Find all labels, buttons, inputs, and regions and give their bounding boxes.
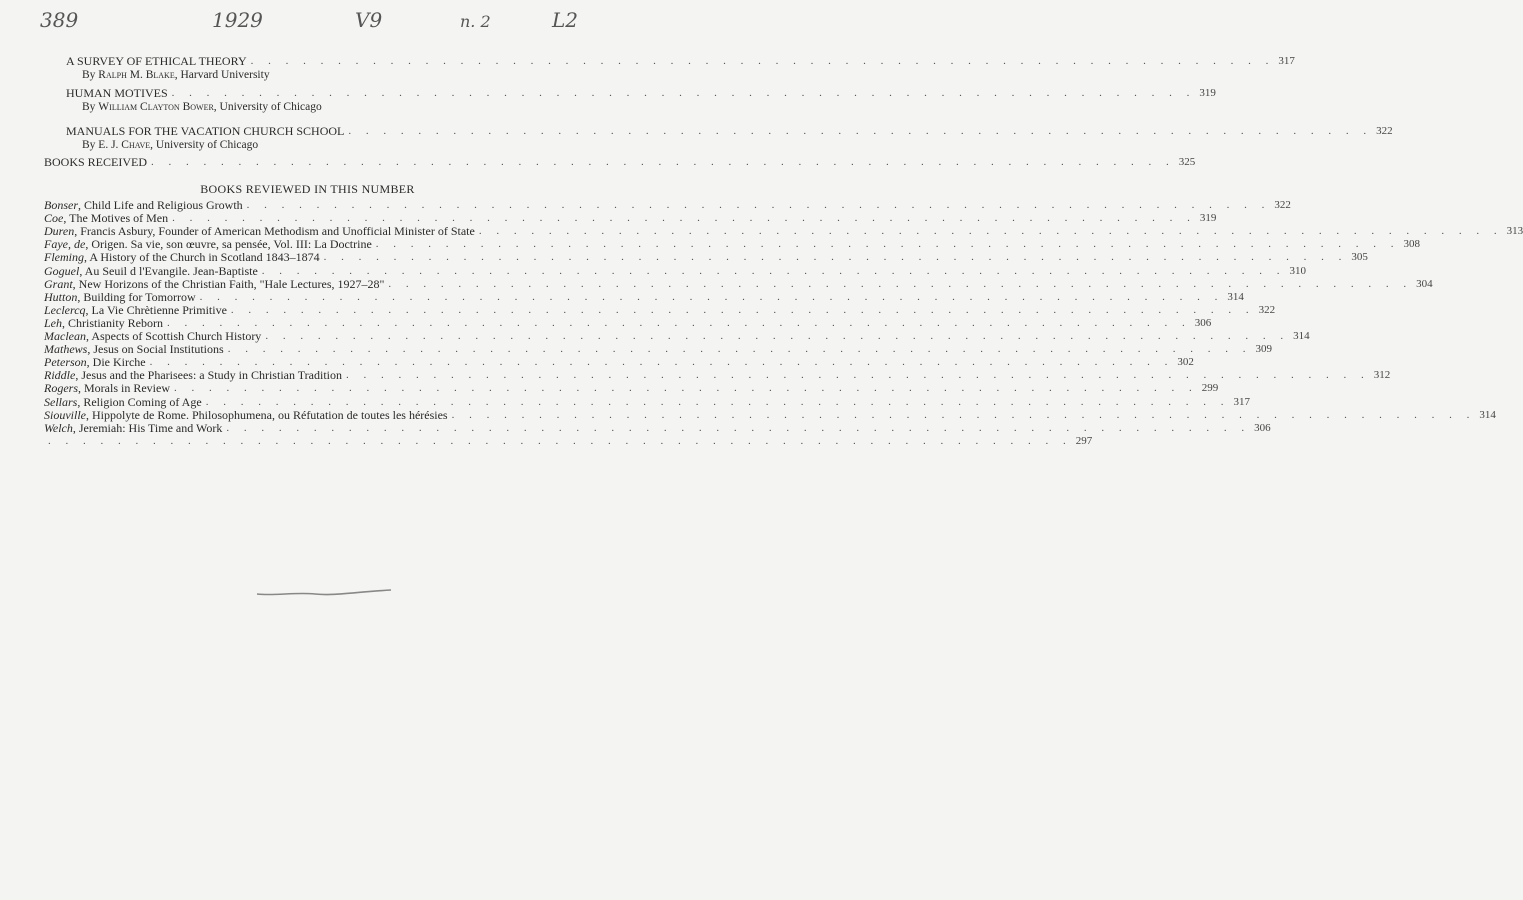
entry-line — [44, 342, 1272, 357]
handwritten-year: 1929 — [212, 8, 263, 32]
entry-line — [44, 289, 1244, 304]
entry-line — [44, 263, 1307, 278]
page-number: 322 — [1376, 125, 1393, 137]
reviewed-entry-text — [44, 421, 222, 435]
reviewed-author: Faye, de — [44, 237, 86, 252]
reviewed-entry-text — [44, 264, 258, 278]
reviewed-entry-text — [44, 355, 146, 369]
dot-leader: . . . . . . . . . . . . . . . . . . . . . . . . . . . . . . . . . . . . . . . . . . . . . . . . . . . . . . . . . . . — [265, 330, 1290, 342]
reviewed-author: Grant — [44, 276, 73, 291]
article-title: MANUALS FOR THE VACATION CHURCH SCHOOL — [66, 124, 345, 138]
reviewed-author: Hutton — [44, 289, 78, 304]
author-affiliation: , University of Chicago — [150, 139, 259, 151]
dot-leader: . . . . . . . . . . . . . . . . . . . . . . . . . . . . . . . . . . . . . . . . . . . . . . . . . . . . . . . . . . . — [174, 382, 1198, 395]
by-prefix: By — [82, 69, 96, 81]
reviewed-title: , Francis Asbury, Founder of American Methodism and Unofficial Minister of State — [74, 224, 475, 239]
reviewed-author: Peterson — [44, 355, 87, 370]
page-number: 299 — [1201, 382, 1219, 395]
reviewed-author: Sellars — [44, 394, 78, 409]
reviewed-author: Maclean — [44, 329, 86, 343]
page-number: 305 — [1351, 251, 1368, 264]
page-number: 304 — [1416, 277, 1433, 290]
handwritten-volume-number: 389 — [40, 8, 79, 32]
pencil-squiggle — [255, 586, 395, 600]
article-title: A SURVEY OF ETHICAL THEORY — [66, 54, 247, 68]
entry-line — [44, 250, 1368, 265]
reviewed-title: , Jesus and the Pharisees: a Study in Christian Tradition — [75, 368, 342, 383]
author-name: Ralph M. Blake — [98, 69, 175, 81]
dot-leader: . . . . . . . . . . . . . . . . . . . . . . . . . . . . . . . . . . . . . . . . . . . . . . . . . . . . . . . . . . . — [149, 356, 1174, 369]
dot-leader: . . . . . . . . . . . . . . . . . . . . . . . . . . . . . . . . . . . . . . . . . . . . . . . . . . . . . . . . . . . — [348, 125, 1373, 137]
page-number: 314 — [1227, 290, 1244, 303]
entry-line — [44, 434, 1093, 448]
reviewed-entry-text — [44, 198, 243, 212]
page-number: 306 — [1254, 421, 1271, 434]
reviewed-title: , Jesus on Social Institutions — [87, 342, 224, 357]
entry-line — [44, 394, 1250, 409]
by-prefix: By — [82, 101, 96, 113]
reviewed-title: , Au Seuil d l'Evangile. Jean-Baptiste — [79, 263, 258, 278]
reviewed-entry-text — [44, 408, 448, 422]
dot-leader: . . . . . . . . . . . . . . . . . . . . . . . . . . . . . . . . . . . . . . . . . . . . . . . . . . . . . . . . . . . — [375, 238, 1400, 251]
dot-leader: . . . . . . . . . . . . . . . . . . . . . . . . . . . . . . . . . . . . . . . . . . . . . . . . . . . . . . . . . . . — [151, 156, 1175, 168]
entry-line — [44, 368, 1391, 383]
page-number: 313 — [1506, 225, 1523, 238]
page-number: 319 — [1199, 212, 1217, 225]
page-number: 306 — [1194, 316, 1212, 329]
reviewed-title: , Religion Coming of Age — [77, 394, 202, 409]
page-number: 322 — [1274, 199, 1291, 211]
article-title: HUMAN MOTIVES — [66, 86, 168, 100]
reviewed-author: Fleming — [44, 250, 84, 265]
reviewed-entry-text — [44, 250, 320, 264]
entry-line — [44, 407, 1496, 422]
books-received-label: BOOKS RECEIVED — [44, 155, 148, 169]
entry-line — [44, 315, 1212, 330]
reviewed-author: Mathews — [44, 342, 88, 357]
reviewed-title: , Die Kirche — [86, 355, 146, 370]
page-number: 297 — [1075, 434, 1093, 447]
reviewed-entry-text — [44, 277, 384, 291]
reviewed-title: , Christianity Reborn — [62, 315, 163, 330]
reviewed-author: Leh — [44, 315, 62, 330]
dot-leader: . . . . . . . . . . . . . . . . . . . . . . . . . . . . . . . . . . . . . . . . . . . . . . . . . . . . . . . . . . . — [388, 277, 1413, 290]
entry-line — [44, 237, 1421, 252]
dot-leader: . . . . . . . . . . . . . . . . . . . . . . . . . . . . . . . . . . . . . . . . . . . . . . . . . . . . . . . . . . . — [246, 199, 1271, 211]
entry-line — [44, 198, 1291, 212]
dot-leader: . . . . . . . . . . . . . . . . . . . . . . . . . . . . . . . . . . . . . . . . . . . . . . . . . . . . . . . . . . . — [171, 87, 1196, 99]
entry-line — [66, 86, 1216, 100]
reviewed-author: Welch — [44, 420, 73, 435]
reviewed-title: , A History of the Church in Scotland 1843–1874 — [84, 250, 320, 265]
reviewed-entry-text — [44, 342, 224, 356]
reviewed-author: Leclercq — [44, 302, 86, 317]
reviewed-entry-text — [44, 381, 170, 395]
dot-leader: . . . . . . . . . . . . . . . . . . . . . . . . . . . . . . . . . . . . . . . . . . . . . . . . . . . . . . . . . . . — [346, 369, 1370, 382]
dot-leader: . . . . . . . . . . . . . . . . . . . . . . . . . . . . . . . . . . . . . . . . . . . . . . . . . . . . . . . . . . . — [451, 408, 1476, 421]
entry-line — [44, 302, 1276, 317]
entry-line — [44, 211, 1217, 226]
reviewed-entry-text — [44, 224, 475, 238]
dot-leader: . . . . . . . . . . . . . . . . . . . . . . . . . . . . . . . . . . . . . . . . . . . . . . . . . . . . . . . . . . . — [230, 303, 1255, 316]
handwritten-code: L2 — [552, 8, 579, 32]
reviewed-entry-text — [44, 237, 372, 251]
reviewed-entry-text — [44, 303, 227, 317]
reviewed-author: Siouville — [44, 407, 86, 422]
dot-leader: . . . . . . . . . . . . . . . . . . . . . . . . . . . . . . . . . . . . . . . . . . . . . . . . . . . . . . . . . . . — [227, 343, 1252, 356]
reviewed-entry-text — [44, 211, 168, 225]
reviewed-author: Riddle — [44, 368, 76, 383]
byline — [82, 138, 697, 152]
reviewed-entry-text — [44, 395, 202, 409]
entry-line — [44, 355, 1194, 370]
reviewed-author: Goguel — [44, 263, 80, 278]
page-number: 317 — [1278, 55, 1295, 67]
entry-line — [44, 224, 1523, 239]
entry-line — [66, 124, 1393, 138]
by-prefix: By — [82, 139, 96, 151]
handwritten-issue: n. 2 — [460, 12, 491, 31]
author-affiliation: , University of Chicago — [213, 101, 322, 113]
dot-leader: . . . . . . . . . . . . . . . . . . . . . . . . . . . . . . . . . . . . . . . . . . . . . . . . . . . . . . . . . . . — [172, 212, 1196, 225]
page-number: 314 — [1479, 408, 1496, 421]
entry-line — [44, 329, 1310, 343]
dot-leader: . . . . . . . . . . . . . . . . . . . . . . . . . . . . . . . . . . . . . . . . . . . . . . . . . . . . . . . . . . . — [199, 290, 1224, 303]
reviewed-author: Rogers — [44, 381, 78, 396]
reviewed-title: , Child Life and Religious Growth — [78, 198, 243, 212]
dot-leader: . . . . . . . . . . . . . . . . . . . . . . . . . . . . . . . . . . . . . . . . . . . . . . . . . . . . . . . . . . . — [226, 421, 1251, 434]
dot-leader: . . . . . . . . . . . . . . . . . . . . . . . . . . . . . . . . . . . . . . . . . . . . . . . . . . . . . . . . . . . — [250, 55, 1275, 67]
reviewed-title: , Origen. Sa vie, son œuvre, sa pensée, Vol. III: La Doctrine — [85, 237, 372, 252]
reviewed-title: , La Vie Chrètienne Primitive — [85, 302, 227, 317]
entry-line — [44, 420, 1271, 435]
reviewed-title: , Building for Tomorrow — [77, 289, 196, 304]
reviewed-author: Bonser — [44, 198, 78, 212]
byline — [82, 68, 697, 82]
page-number: 312 — [1373, 369, 1391, 382]
reviewed-title: , Hippolyte de Rome. Philosophumena, ou Réfutation de toutes les hérésies — [86, 407, 448, 422]
dot-leader: . . . . . . . . . . . . . . . . . . . . . . . . . . . . . . . . . . . . . . . . . . . . . . . . . . . . . . . . . . . — [323, 251, 1348, 264]
entry-line — [66, 54, 1295, 68]
reviewed-title: , Morals in Review — [78, 381, 170, 396]
reviewed-entry-text — [44, 316, 163, 330]
page-number: 308 — [1403, 238, 1421, 251]
dot-leader: . . . . . . . . . . . . . . . . . . . . . . . . . . . . . . . . . . . . . . . . . . . . . . . . . . . . . . . . . . . — [261, 264, 1286, 277]
reviewed-title: , New Horizons of the Christian Faith, "Hale Lectures, 1927–28" — [72, 276, 385, 291]
page-number: 310 — [1289, 264, 1307, 277]
reviewed-entry-text — [44, 329, 261, 343]
entry-line — [44, 381, 1219, 396]
reviewed-author: Duren — [44, 224, 75, 239]
dot-leader: . . . . . . . . . . . . . . . . . . . . . . . . . . . . . . . . . . . . . . . . . . . . . . . . . . . . . . . . . . . — [478, 225, 1503, 238]
page-number: 319 — [1199, 87, 1216, 99]
page-number: 314 — [1293, 330, 1310, 342]
author-name: William Clayton Bower — [98, 101, 214, 113]
reviewed-title: , Jeremiah: His Time and Work — [72, 420, 223, 435]
reviewed-title: , Aspects of Scottish Church History — [85, 329, 262, 343]
page-number: 325 — [1178, 156, 1196, 168]
dot-leader: . . . . . . . . . . . . . . . . . . . . . . . . . . . . . . . . . . . . . . . . . . . . . . . . . . . . . . . . . . . — [167, 316, 1191, 329]
entry-line — [44, 276, 1433, 291]
author-name: E. J. Chave — [98, 139, 151, 151]
author-affiliation: , Harvard University — [174, 69, 270, 81]
reviewed-entry-text — [44, 368, 342, 382]
page-number: 302 — [1177, 356, 1194, 369]
byline — [82, 100, 697, 114]
reviewed-heading: BOOKS REVIEWED IN THIS NUMBER — [200, 182, 415, 196]
entry-line — [44, 155, 1196, 169]
dot-leader: . . . . . . . . . . . . . . . . . . . . . . . . . . . . . . . . . . . . . . . . . . . . . . . . . . . . . . . . . . . — [205, 395, 1230, 408]
page-number: 309 — [1255, 343, 1272, 356]
reviewed-entry-text — [44, 290, 196, 304]
handwritten-volume: V9 — [355, 8, 383, 32]
dot-leader: . . . . . . . . . . . . . . . . . . . . . . . . . . . . . . . . . . . . . . . . . . . . . . . . . . . . . . . . . . . — [48, 434, 1072, 447]
reviewed-title: , The Motives of Men — [63, 211, 169, 226]
reviewed-author: Coe — [44, 211, 64, 226]
page-number: 317 — [1233, 395, 1250, 408]
page-number: 322 — [1258, 303, 1276, 316]
